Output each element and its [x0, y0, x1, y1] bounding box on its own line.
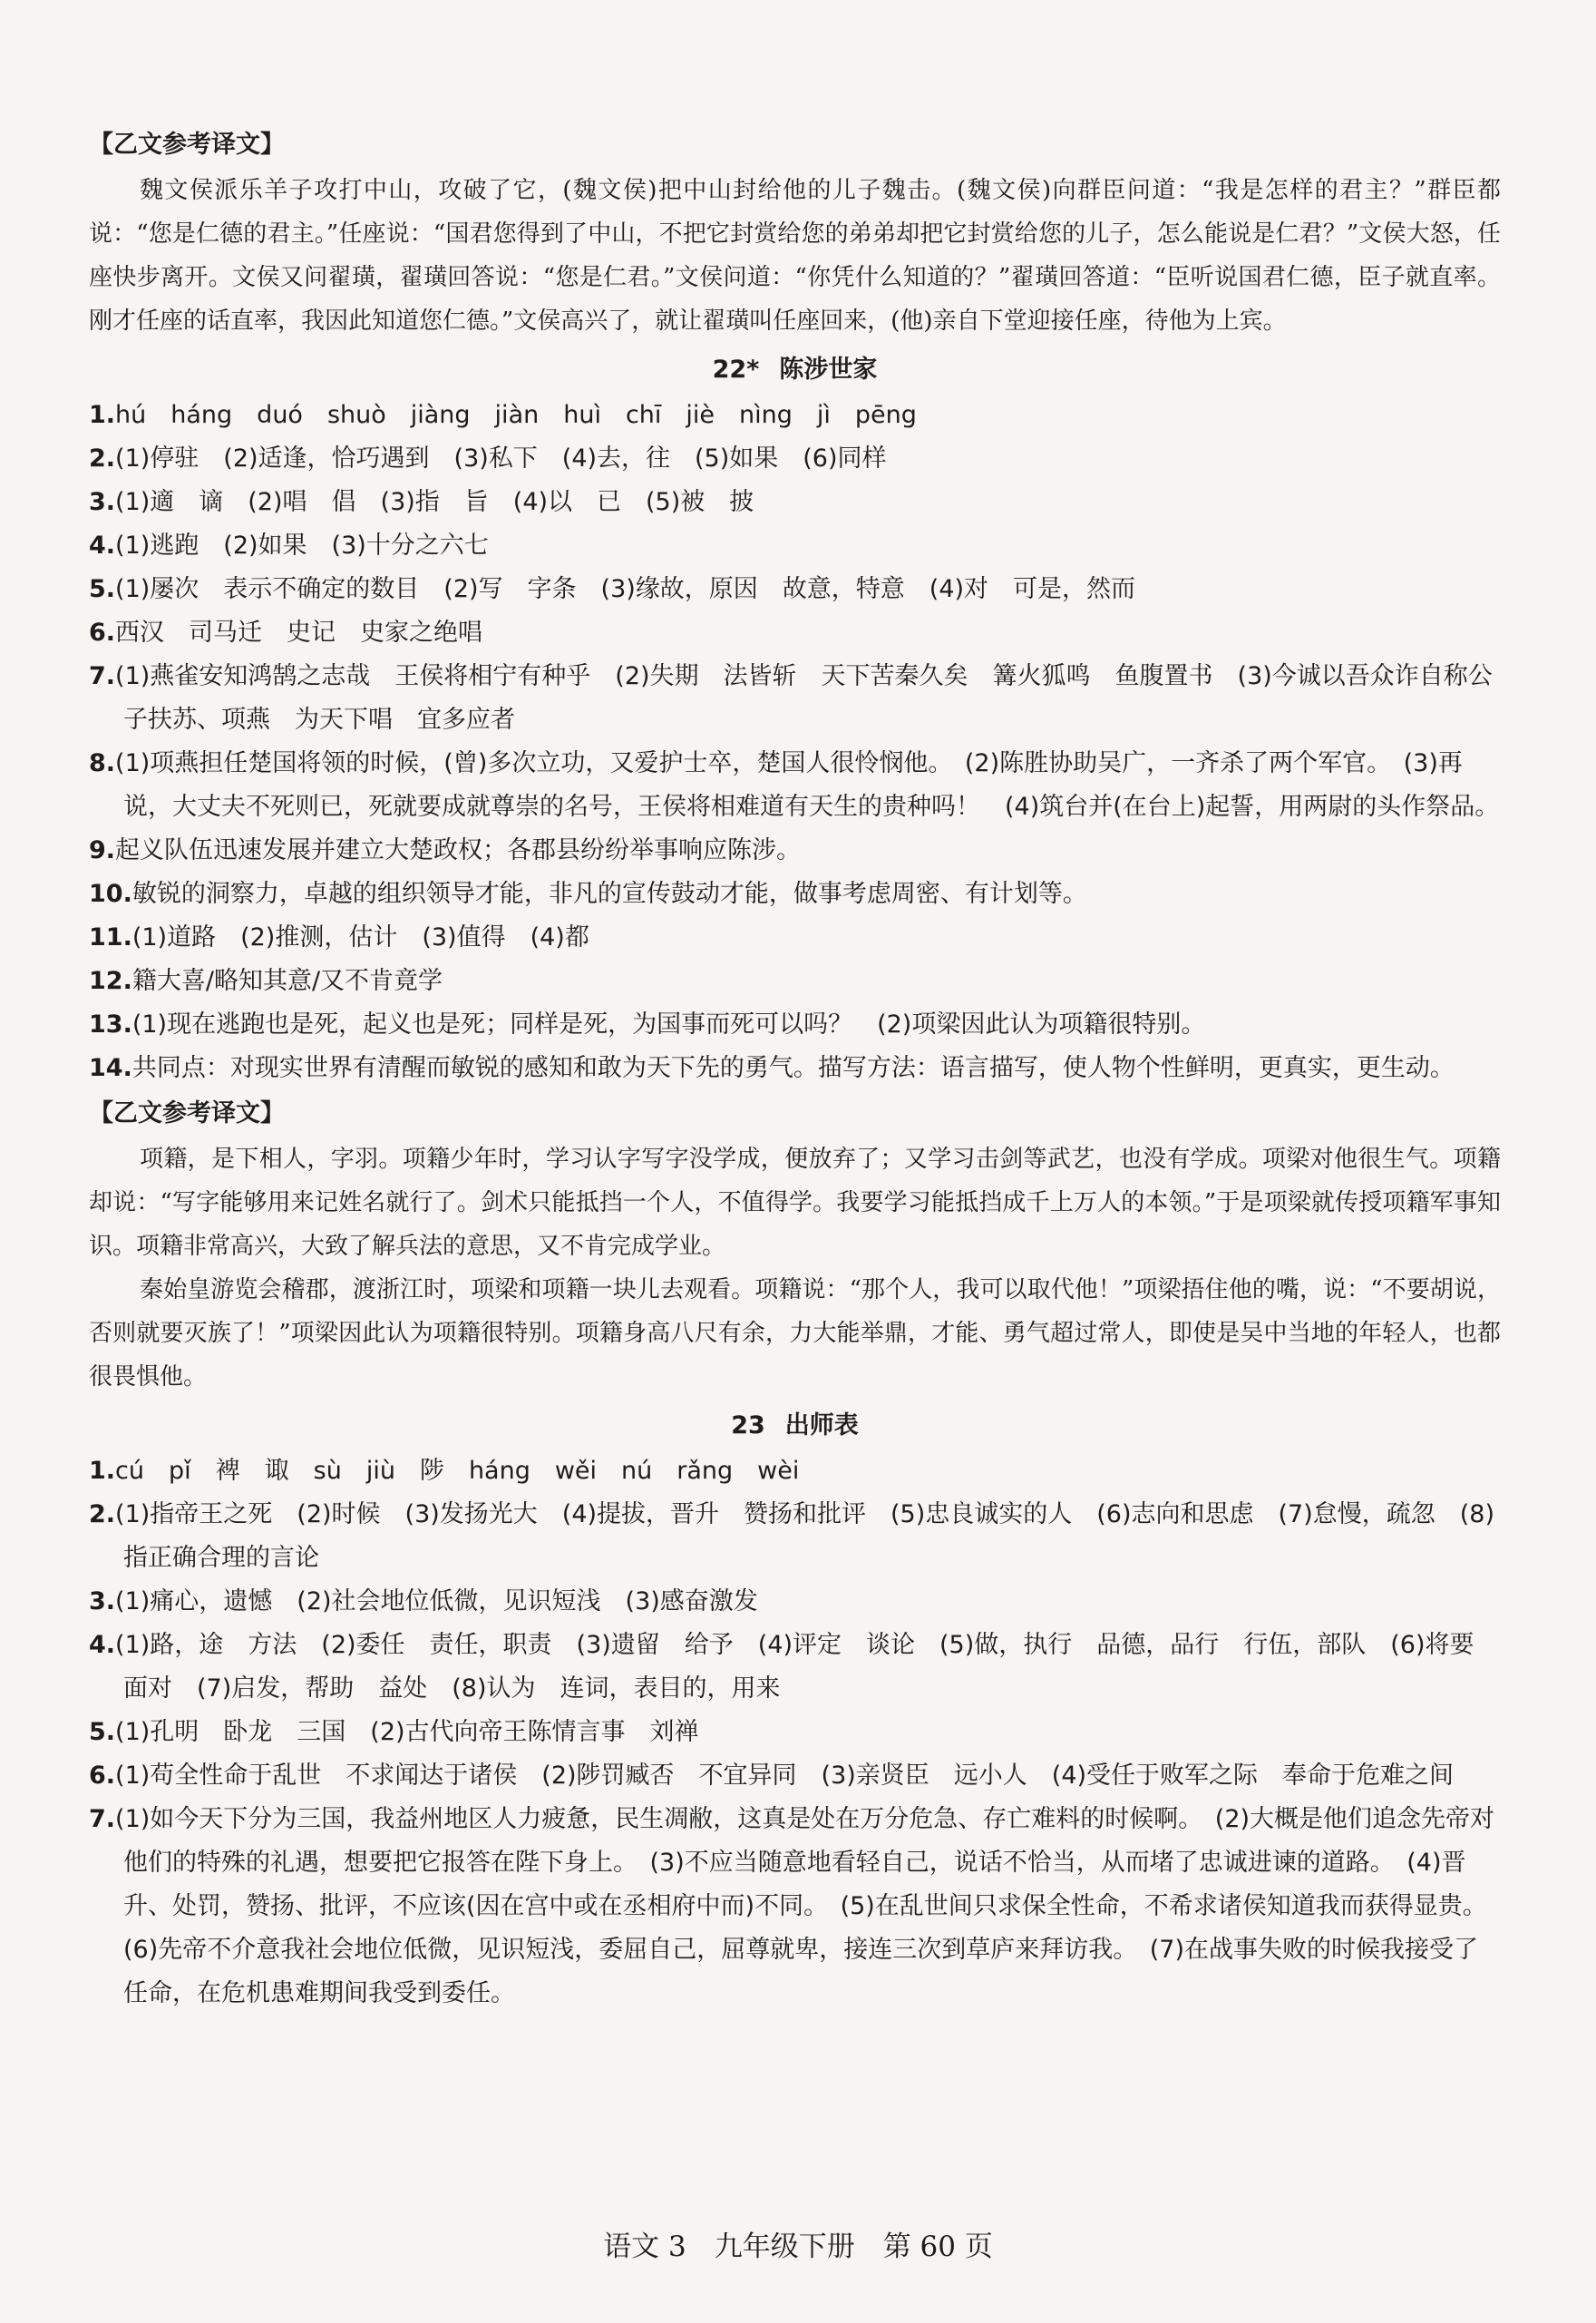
answer-text: (1)项燕担任楚国将领的时候，(曾)多次立功，又爱护士卒，楚国人很怜悯他。 (2)陈胜协助吴广，一齐杀了两个军官。 (3)再说，大丈夫不死则已，死就要成就尊崇的名号，王侯将相难道有天生的贵种吗！ (4)筑台并(在台上)起誓，用两尉的头作祭品。 [115, 749, 1500, 821]
answer-number: 12. [89, 967, 132, 995]
passage-1 [89, 127, 1501, 343]
answer-text: 起义队伍迅速发展并建立大楚政权；各郡县纷纷举事响应陈涉。 [115, 836, 802, 864]
answer-number: 13. [89, 1010, 132, 1039]
answer-item [89, 1047, 1501, 1090]
answer-item [89, 1003, 1501, 1047]
answer-text: (1)现在逃跑也是死，起义也是死；同样是死，为国事而死可以吗？ (2)项梁因此认为项籍很特别。 [131, 1010, 1206, 1039]
answer-text: (1)逃跑 (2)如果 (3)十分之六七 [115, 532, 489, 560]
answer-item [89, 1449, 1501, 1493]
answer-text: hú háng duó shuò jiàng jiàn huì chī jiè nìng jì pēng [115, 401, 917, 429]
passage-1-paragraph: 魏文侯派乐羊子攻打中山，攻破了它，(魏文侯)把中山封给他的儿子魏击。(魏文侯)向群臣问道：“我是怎样的君主？”群臣都说：“您是仁德的君主。”任座说：“国君您得到了中山，不把它封赏给您的弟弟却把它封赏给您的儿子，怎么能说是仁君？”文侯大怒，任座快步离开。文侯又问翟璜，翟璜回答说：“您是仁君。”文侯问道：“你凭什么知道的？”翟璜回答道：“臣听说国君仁德，臣子就直率。刚才任座的话直率，我因此知道您仁德。”文侯高兴了，就让翟璜叫任座回来，(他)亲自下堂迎接任座，待他为上宾。 [89, 177, 1501, 335]
answer-number: 6. [89, 619, 116, 647]
section-23-number: 23 [731, 1411, 765, 1440]
answer-item [89, 611, 1501, 655]
answer-item [89, 1493, 1501, 1580]
answer-number: 2. [89, 1500, 116, 1528]
answer-item [89, 568, 1501, 611]
section-23-answers [89, 1449, 1501, 2016]
passage-2-heading: 【乙文参考译文】 [89, 1099, 285, 1127]
answer-text: (1)痛心，遗憾 (2)社会地位低微，见识短浅 (3)感奋激发 [115, 1587, 758, 1615]
answer-number: 4. [89, 1631, 116, 1659]
answer-number: 3. [89, 488, 116, 516]
answer-text: (1)燕雀安知鸿鹄之志哉 王侯将相宁有种乎 (2)失期 法皆斩 天下苦秦久矣 篝火狐鸣 鱼腹置书 (3)今诚以吾众诈自称公子扶苏、项燕 为天下唱 宜多应者 [115, 662, 1493, 734]
section-23-name: 出师表 [784, 1411, 859, 1440]
answer-item [89, 481, 1501, 524]
passage-2-paragraph: 项籍，是下相人，字羽。项籍少年时，学习认字写字没学成，便放弃了；又学习击剑等武艺，也没有学成。项梁对他很生气。项籍却说：“写字能够用来记姓名就行了。剑术只能抵挡一个人，不值得学。我要学习能抵挡成千上万人的本领。”于是项梁就传授项籍军事知识。项籍非常高兴，大致了解兵法的意思，又不肯完成学业。 [89, 1146, 1501, 1260]
answer-text: 共同点：对现实世界有清醒而敏锐的感知和敢为天下先的勇气。描写方法：语言描写，使人物个性鲜明，更真实，更生动。 [131, 1054, 1455, 1082]
answer-item [89, 960, 1501, 1003]
answer-item [89, 1580, 1501, 1624]
answer-item [89, 873, 1501, 916]
answer-number: 10. [89, 880, 132, 908]
answer-text: (1)如今天下分为三国，我益州地区人力疲惫，民生凋敝，这真是处在万分危急、存亡难料的时候啊。 (2)大概是他们追念先帝对他们的特殊的礼遇，想要把它报答在陛下身上。 (3)不应当随意地看轻自己，说话不恰当，从而堵了忠诚进谏的道路。 (4)晋升、处罚，赞扬、批评，不应该(因在宫中或在丞相府中而)不同。 (5)在乱世间只求保全性命，不希求诸侯知道我而获得显贵。 (6)先帝不介意我社会地位低微，见识短浅，委屈自己，屈尊就卑，接连三次到草庐来拜访我。 (7)在战事失败的时候我接受了任命，在危机患难期间我受到委任。 [115, 1805, 1500, 2007]
answer-text: (1)屡次 表示不确定的数目 (2)写 字条 (3)缘故，原因 故意，特意 (4)对 可是，然而 [115, 575, 1136, 603]
answer-number: 2. [89, 444, 116, 473]
answer-text: (1)停驻 (2)适逢，恰巧遇到 (3)私下 (4)去，往 (5)如果 (6)同样 [115, 444, 887, 473]
answer-number: 1. [89, 401, 116, 429]
answer-text: (1)適 谪 (2)唱 倡 (3)指 旨 (4)以 已 (5)被 披 [115, 488, 754, 516]
section-23 [89, 1406, 1501, 2016]
answer-number: 1. [89, 1457, 116, 1485]
answer-text: (1)道路 (2)推测，估计 (3)值得 (4)都 [131, 923, 589, 952]
answer-item [89, 655, 1501, 742]
answer-text: 敏锐的洞察力，卓越的组织领导才能，非凡的宣传鼓动才能，做事考虑周密、有计划等。 [131, 880, 1087, 908]
answer-text: (1)苟全性命于乱世 不求闻达于诸侯 (2)陟罚臧否 不宜异同 (3)亲贤臣 远小人 (4)受任于败军之际 奉命于危难之间 [115, 1762, 1455, 1790]
answer-text: cú pǐ 裨 诹 sù jiù 陟 háng wěi nú rǎng wèi [115, 1457, 800, 1485]
passage-2 [89, 1096, 1501, 1399]
answer-text: (1)路，途 方法 (2)委任 责任，职责 (3)遗留 给予 (4)评定 谈论 (5)做，执行 品德，品行 行伍，部队 (6)将要 面对 (7)启发，帮助 益处 (8)认为 连词，表目的，用来 [115, 1631, 1499, 1703]
section-22-answers [89, 394, 1501, 1090]
answer-text: 西汉 司马迁 史记 史家之绝唱 [115, 619, 483, 647]
answer-item [89, 742, 1501, 829]
answer-item [89, 916, 1501, 960]
answer-item [89, 1624, 1501, 1711]
answer-item [89, 437, 1501, 481]
answer-item [89, 1711, 1501, 1754]
answer-item [89, 829, 1501, 873]
answer-number: 3. [89, 1587, 116, 1615]
answer-number: 5. [89, 1718, 116, 1746]
answer-text: (1)指帝王之死 (2)时候 (3)发扬光大 (4)提拔，晋升 赞扬和批评 (5)忠良诚实的人 (6)志向和思虑 (7)怠慢，疏忽 (8)指正确合理的言论 [115, 1500, 1495, 1572]
answer-number: 7. [89, 1805, 116, 1833]
answer-number: 9. [89, 836, 116, 864]
answer-item [89, 1798, 1501, 2016]
answer-number: 11. [89, 923, 132, 952]
passage-2-paragraph: 秦始皇游览会稽郡，渡浙江时，项梁和项籍一块儿去观看。项籍说：“那个人，我可以取代他！”项梁捂住他的嘴，说：“不要胡说，否则就要灭族了！”项梁因此认为项籍很特别。项籍身高八尺有余，力大能举鼎，才能、勇气超过常人，即使是吴中当地的年轻人，也都很畏惧他。 [89, 1276, 1501, 1391]
section-22-title [89, 350, 1501, 390]
answer-number: 4. [89, 532, 116, 560]
answer-item [89, 524, 1501, 568]
answer-text: (1)孔明 卧龙 三国 (2)古代向帝王陈情言事 刘禅 [115, 1718, 699, 1746]
answer-number: 7. [89, 662, 116, 690]
answer-number: 14. [89, 1054, 132, 1082]
section-22-name: 陈涉世家 [779, 356, 878, 384]
answer-number: 8. [89, 749, 116, 777]
section-22-number: 22* [712, 356, 760, 384]
section-23-title [89, 1406, 1501, 1446]
answer-item [89, 394, 1501, 437]
section-22 [89, 350, 1501, 1090]
passage-1-heading: 【乙文参考译文】 [89, 131, 285, 159]
answer-item [89, 1754, 1501, 1798]
answer-number: 6. [89, 1762, 116, 1790]
answer-number: 5. [89, 575, 116, 603]
page-footer: 语文 3 九年级下册 第 60 页 [603, 2230, 993, 2263]
answer-text: 籍大喜/略知其意/又不肯竟学 [131, 967, 443, 995]
